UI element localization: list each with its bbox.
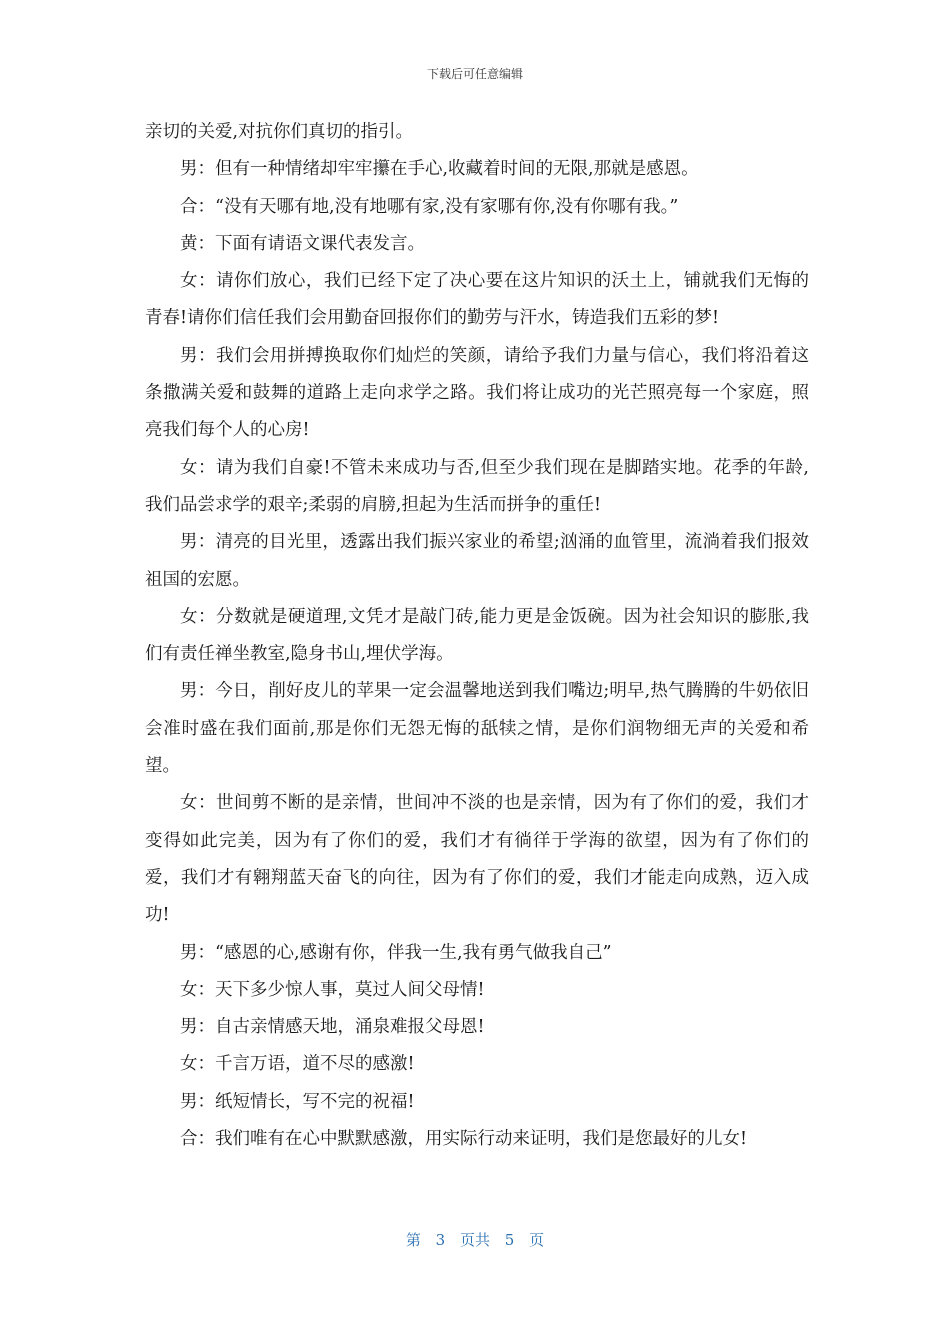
paragraph: 女：千言万语，道不尽的感激! <box>180 1054 415 1075</box>
paragraph: 男：但有一种情绪却牢牢攥在手心,收藏着时间的无限,那就是感恩。 <box>180 159 699 180</box>
paragraph: 男：今日，削好皮儿的苹果一定会温馨地送到我们嘴边;明早,热气腾腾的牛奶依旧会准时盛在我们面前,那是你们无怨无悔的舐犊之情，是你们润物细无声的关爱和希望。 <box>145 681 809 777</box>
paragraph: 合：“没有天哪有地,没有地哪有家,没有家哪有你,没有你哪有我。” <box>180 196 679 217</box>
paragraph: 男：“感恩的心,感谢有你，伴我一生,我有勇气做我自己” <box>180 942 612 963</box>
paragraph: 女：世间剪不断的是亲情，世间冲不淡的也是亲情，因为有了你们的爱，我们才变得如此完美，因为有了你们的爱，我们才有徜徉于学海的欲望，因为有了你们的爱，我们才有翱翔蓝天奋飞的向往，因为有了你们的爱，我们才能走向成熟，迈入成功! <box>145 793 809 926</box>
paragraph: 男：纸短情长，写不完的祝福! <box>180 1091 415 1112</box>
paragraph: 亲切的关爱,对抗你们真切的指引。 <box>145 122 414 142</box>
paragraph: 女：请你们放心，我们已经下定了决心要在这片知识的沃土上，铺就我们无悔的青春!请你们信任我们会用勤奋回报你们的勤劳与汗水，铸造我们五彩的梦! <box>145 271 809 329</box>
paragraph: 黄：下面有请语文课代表发言。 <box>180 233 425 254</box>
page-number-footer: 第 3 页共 5 页 <box>405 1231 545 1249</box>
paragraph: 女：分数就是硬道理,文凭才是敲门砖,能力更是金饭碗。因为社会知识的膨胀,我们有责任禅坐教室,隐身书山,埋伏学海。 <box>145 606 809 665</box>
paragraph: 男：我们会用拼搏换取你们灿烂的笑颜，请给予我们力量与信心，我们将沿着这条撒满关爱和鼓舞的道路上走向求学之路。我们将让成功的光芒照亮每一个家庭，照亮我们每个人的心房! <box>145 345 809 441</box>
page-header: 下载后可任意编辑 <box>426 67 523 81</box>
paragraph: 女：请为我们自豪!不管未来成功与否,但至少我们现在是脚踏实地。花季的年龄,我们品尝求学的艰辛;柔弱的肩膀,担起为生活而拼争的重任! <box>145 457 809 515</box>
paragraph: 合：我们唯有在心中默默感激，用实际行动来证明，我们是您最好的儿女! <box>180 1129 748 1150</box>
document-body <box>145 114 809 1158</box>
paragraph: 男：自古亲情感天地，涌泉难报父母恩! <box>180 1017 485 1038</box>
paragraph: 女：天下多少惊人事，莫过人间父母情! <box>180 979 485 1000</box>
paragraph: 男：清亮的目光里，透露出我们振兴家业的希望;汹涌的血管里，流淌着我们报效祖国的宏愿。 <box>145 532 809 590</box>
